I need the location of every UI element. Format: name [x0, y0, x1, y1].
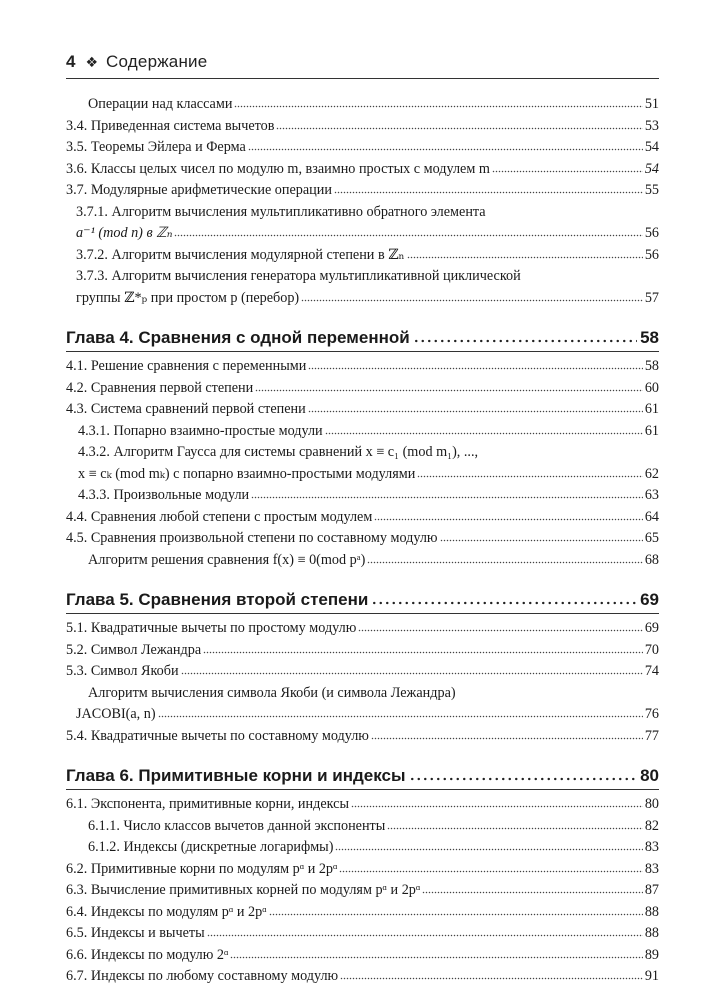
leader-dots [335, 848, 642, 851]
toc-entry[interactable] [66, 618, 659, 640]
leader-dots [358, 629, 642, 632]
toc-entry-page: 68 [644, 551, 659, 568]
toc-entry-page: 88 [644, 903, 659, 920]
toc-entry-title-line1: 3.7.3. Алгоритм вычисления генератора мультипликативной циклической [76, 268, 521, 284]
toc-entry-title: 5.1. Квадратичные вычеты по простому модулю [66, 620, 357, 636]
toc-entry[interactable] [66, 726, 659, 748]
toc-entry-page: 53 [644, 117, 659, 134]
toc-entry[interactable] [66, 640, 659, 662]
toc-entry[interactable] [66, 399, 659, 421]
toc-entry-page: 51 [644, 96, 659, 112]
toc-entry-title: Алгоритм решения сравнения f(x) ≡ 0(mod pᵃ) [88, 551, 366, 568]
toc-entry-title: 3.6. Классы целых чисел по модулю m, взаимно простых с модулем m [66, 160, 490, 177]
leader-dots [251, 496, 643, 499]
toc-entry-page: 70 [644, 641, 659, 658]
toc-entry-title: 6.5. Индексы и вычеты [66, 925, 205, 941]
leader-dots [492, 170, 643, 173]
toc-entry-title: 3.4. Приведенная система вычетов [66, 117, 275, 134]
toc-entry-page: 58 [644, 358, 659, 374]
toc-entry-page: 82 [644, 817, 659, 834]
leader-dots [308, 410, 643, 413]
toc-entry-title: 4.1. Решение сравнения с переменными [66, 358, 307, 374]
toc-entry-title-line1: 3.7.1. Алгоритм вычисления мультипликативно обратного элемента [76, 203, 486, 220]
leader-dots [367, 561, 642, 564]
leader-dots [255, 389, 643, 392]
toc-entry[interactable] [66, 116, 659, 138]
toc-entry-title-line1: Алгоритм вычисления символа Якоби (и символа Лежандра) [88, 684, 456, 701]
leader-dots [407, 256, 643, 259]
toc-entry-page: 88 [644, 925, 659, 941]
toc-entry-title: Операции над классами [88, 96, 233, 112]
leader-dots [158, 715, 643, 718]
toc-entry-page: 64 [644, 508, 659, 525]
toc-entry[interactable] [66, 245, 659, 267]
toc-entry-page: 56 [644, 225, 659, 241]
toc-entry[interactable] [66, 880, 659, 902]
toc-entry[interactable] [66, 550, 659, 572]
toc-entry[interactable] [66, 288, 659, 310]
leader-dots [387, 827, 643, 830]
toc-entry-title: 4.3. Система сравнений первой степени [66, 401, 306, 417]
toc-entry-page: 83 [644, 860, 659, 877]
toc-entry[interactable] [66, 661, 659, 683]
toc-entry-title-line2: группы ℤ*ₚ при простом p (перебор) [76, 289, 300, 306]
leader-dots [339, 870, 642, 873]
toc-entry-page: 87 [644, 882, 659, 898]
toc-entry-title: 5.4. Квадратичные вычеты по составному модулю [66, 727, 369, 744]
toc-entry-page: 61 [644, 422, 659, 439]
toc-entry-title-line1: 4.3.2. Алгоритм Гаусса для системы сравнений x ≡ c₁ (mod m₁), ..., [78, 444, 479, 460]
toc-entry-title: 5.2. Символ Лежандра [66, 641, 202, 658]
toc-entry[interactable] [66, 485, 659, 507]
toc-entry-title: 6.1.1. Число классов вычетов данной экспоненты [88, 817, 386, 834]
toc-entry[interactable] [66, 356, 659, 378]
leader-dots [409, 777, 638, 781]
toc-entry[interactable] [66, 945, 659, 967]
leader-dots [230, 956, 642, 959]
toc-entry[interactable] [66, 180, 659, 202]
chapter-title: Глава 6. Примитивные корни и индексы [66, 766, 406, 785]
toc-entry-page: 63 [644, 487, 659, 503]
toc-entry-title: 3.7.2. Алгоритм вычисления модулярной степени в ℤₙ [76, 246, 405, 263]
toc-entry-title: 6.3. Вычисление примитивных корней по модулям pᵅ и 2pᵅ [66, 882, 421, 898]
toc-entry-title: 3.5. Теоремы Эйлера и Ферма [66, 139, 246, 155]
leader-dots [207, 934, 643, 937]
leader-dots [308, 367, 643, 370]
chapter-heading[interactable] [66, 327, 659, 352]
toc-entry[interactable] [66, 923, 659, 945]
leader-dots [413, 339, 637, 343]
toc-entry-title: 4.3.1. Попарно взаимно-простые модули [78, 422, 323, 439]
toc-entry-page: 62 [644, 465, 659, 482]
leader-dots [181, 672, 643, 675]
toc-entry[interactable] [66, 464, 659, 486]
leader-dots [371, 737, 643, 740]
toc-entry-page: 65 [644, 530, 659, 546]
ornament-icon: ❖ [85, 54, 99, 70]
leader-dots [325, 432, 643, 435]
chapter-title: Глава 5. Сравнения второй степени [66, 590, 369, 609]
toc-entry-page: 83 [644, 839, 659, 855]
leader-dots [334, 191, 643, 194]
toc-entry[interactable] [66, 528, 659, 550]
chapter-page: 69 [640, 590, 659, 609]
toc-entry-page: 80 [644, 796, 659, 812]
leader-dots [351, 805, 643, 808]
toc-entry-page: 69 [644, 620, 659, 636]
toc-entry[interactable] [66, 966, 659, 988]
toc-entry-title: 4.2. Сравнения первой степени [66, 379, 254, 396]
toc-entry[interactable] [66, 902, 659, 924]
toc-entry-page: 74 [644, 663, 659, 679]
chapter-page: 58 [640, 328, 659, 347]
toc-entry-title: 3.7. Модулярные арифметические операции [66, 182, 332, 198]
leader-dots [340, 977, 643, 980]
toc-entry-page: 55 [644, 182, 659, 198]
toc-entry-title: 4.5. Сравнения произвольной степени по составному модулю [66, 530, 438, 546]
toc-entry[interactable] [66, 507, 659, 529]
toc-entry-page: 60 [644, 379, 659, 396]
toc-entry-title-line2: a⁻¹ (mod n) в ℤₙ [76, 225, 173, 241]
toc-entry-title: 6.2. Примитивные корни по модулям pᵅ и 2pᵅ [66, 860, 338, 877]
toc-entry[interactable] [66, 137, 659, 159]
toc-entry-page: 91 [644, 968, 659, 984]
leader-dots [301, 299, 643, 302]
leader-dots [417, 475, 642, 478]
header-page-number: 4 [66, 52, 76, 71]
toc-entry[interactable] [66, 94, 659, 116]
running-header [66, 52, 659, 72]
table-of-contents [66, 94, 659, 988]
leader-dots [203, 651, 643, 654]
toc-entry[interactable] [66, 704, 659, 726]
toc-entry[interactable] [66, 794, 659, 816]
toc-entry-page: 77 [644, 727, 659, 744]
header-title: Содержание [106, 52, 208, 71]
leader-dots [440, 539, 643, 542]
leader-dots [174, 234, 642, 237]
header-rule [66, 78, 659, 79]
leader-dots [422, 891, 642, 894]
toc-entry[interactable] [66, 378, 659, 400]
toc-entry-page: 76 [644, 706, 659, 722]
leader-dots [248, 148, 643, 151]
toc-entry-title: 4.4. Сравнения любой степени с простым модулем [66, 508, 373, 525]
chapter-heading[interactable] [66, 765, 659, 790]
toc-entry-title: 6.1. Экспонента, примитивные корни, индексы [66, 796, 349, 812]
toc-entry-title: 5.3. Символ Якоби [66, 663, 179, 679]
toc-entry-page: 54 [644, 139, 659, 155]
toc-entry[interactable] [66, 223, 659, 245]
toc-entry-title-line2: x ≡ cₖ (mod mₖ) с попарно взаимно-простыми модулями [78, 465, 416, 482]
toc-entry-title: 6.7. Индексы по любому составному модулю [66, 968, 339, 984]
chapter-title: Глава 4. Сравнения с одной переменной [66, 328, 410, 347]
toc-entry[interactable] [66, 837, 659, 859]
leader-dots [371, 601, 637, 605]
toc-entry[interactable] [66, 816, 659, 838]
toc-entry[interactable] [66, 859, 659, 881]
chapter-page: 80 [640, 766, 659, 785]
chapter-heading[interactable] [66, 589, 659, 614]
toc-entry-title: 4.3.3. Произвольные модули [78, 487, 250, 503]
toc-entry-title: 6.6. Индексы по модулю 2ᵅ [66, 946, 229, 963]
toc-entry-page: 61 [644, 401, 659, 417]
toc-entry-page: 56 [644, 246, 659, 263]
leader-dots [269, 913, 643, 916]
toc-entry-title: 6.4. Индексы по модулям pᵅ и 2pᵅ [66, 903, 267, 920]
toc-entry-page: 57 [644, 289, 659, 306]
leader-dots [234, 105, 642, 108]
leader-dots [276, 127, 642, 130]
toc-entry-title-line2: JACOBI(a, n) [76, 706, 156, 722]
toc-entry-page: 89 [644, 946, 659, 963]
toc-entry-page: 54 [644, 160, 659, 177]
toc-entry[interactable] [66, 159, 659, 181]
leader-dots [374, 518, 643, 521]
toc-entry-title: 6.1.2. Индексы (дискретные логарифмы) [88, 839, 334, 855]
toc-entry[interactable] [66, 421, 659, 443]
